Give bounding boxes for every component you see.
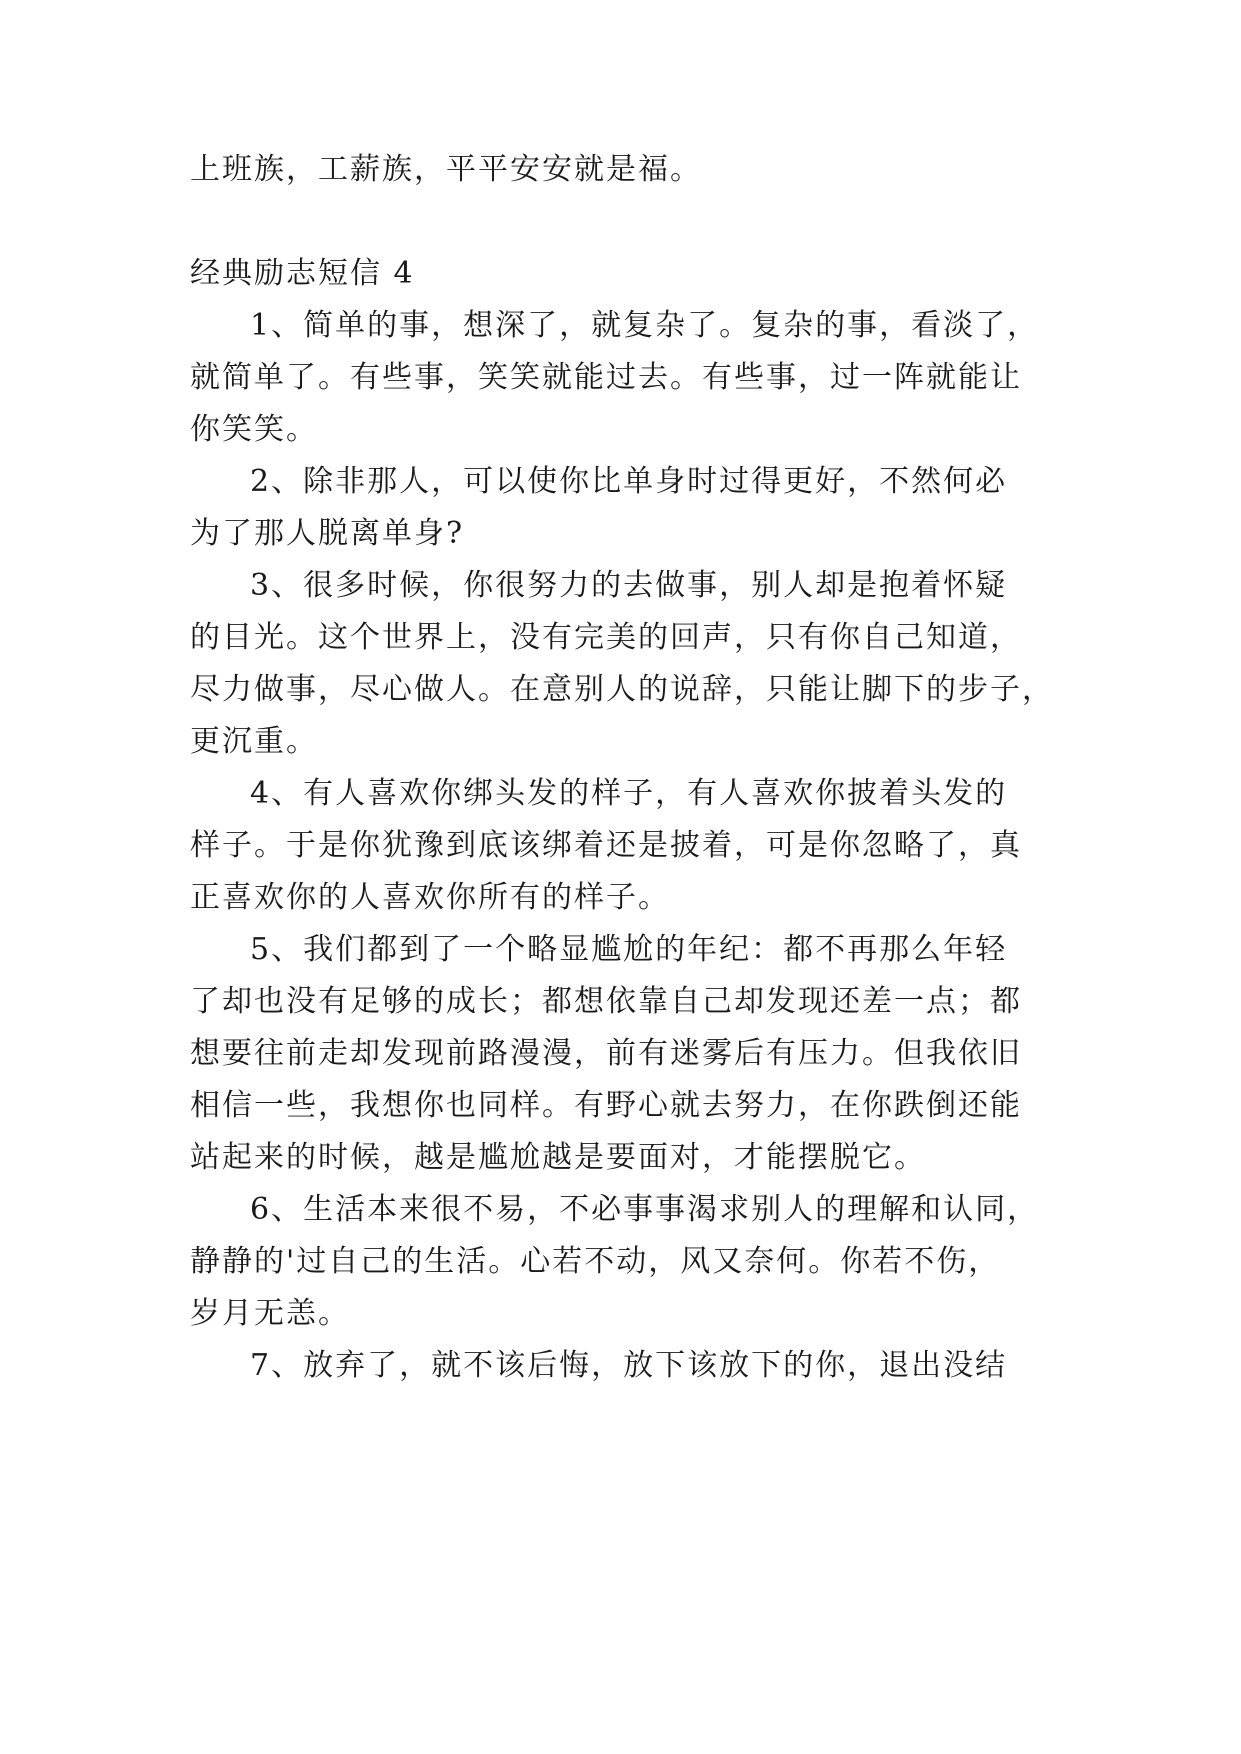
item-6-line-1: 6、生活本来很不易，不必事事渴求别人的理解和认同， [250,1192,1040,1227]
item-5-line-1: 5、我们都到了一个略显尴尬的年纪：都不再那么年轻 [250,932,1008,967]
item-5-line-2: 了却也没有足够的成长；都想依靠自己却发现还差一点；都 [190,984,1022,1019]
item-2-line-1: 2、除非那人，可以使你比单身时过得更好，不然何必 [250,464,1008,499]
intro-line: 上班族，工薪族，平平安安就是福。 [190,152,702,187]
item-3-line-4: 更沉重。 [190,724,318,759]
item-5-line-5: 站起来的时候，越是尴尬越是要面对，才能摆脱它。 [190,1140,926,1175]
item-6-line-3: 岁月无恙。 [190,1296,350,1331]
item-4-line-2: 样子。于是你犹豫到底该绑着还是披着，可是你忽略了，真 [190,828,1022,863]
item-5-line-3: 想要往前走却发现前路漫漫，前有迷雾后有压力。但我依旧 [190,1036,1022,1071]
item-3-line-3: 尽力做事，尽心做人。在意别人的说辞，只能让脚下的步子， [190,672,1054,707]
item-5-line-4: 相信一些，我想你也同样。有野心就去努力，在你跌倒还能 [190,1088,1022,1123]
item-3-line-1: 3、很多时候，你很努力的去做事，别人却是抱着怀疑 [250,568,1008,603]
item-6-line-2: 静静的'过自己的生活。心若不动，风又奈何。你若不伤， [190,1244,1001,1279]
item-1-line-1: 1、简单的事，想深了，就复杂了。复杂的事，看淡了， [250,308,1040,343]
item-7-line-1: 7、放弃了，就不该后悔，放下该放下的你，退出没结 [250,1348,1008,1383]
item-4-line-3: 正喜欢你的人喜欢你所有的样子。 [190,880,670,915]
item-1-line-2: 就简单了。有些事，笑笑就能过去。有些事，过一阵就能让 [190,360,1022,395]
item-2-line-2: 为了那人脱离单身? [190,516,465,551]
section-title: 经典励志短信 4 [190,256,415,291]
item-3-line-2: 的目光。这个世界上，没有完美的回声，只有你自己知道， [190,620,1022,655]
item-1-line-3: 你笑笑。 [190,412,318,447]
item-4-line-1: 4、有人喜欢你绑头发的样子，有人喜欢你披着头发的 [250,776,1008,811]
